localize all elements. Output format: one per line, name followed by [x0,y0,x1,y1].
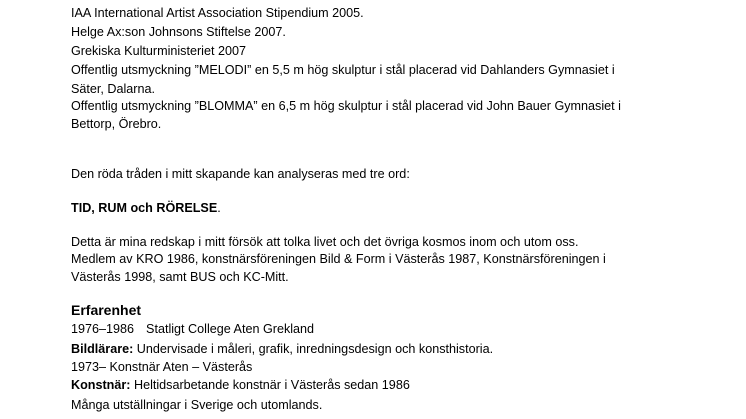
statement-keywords: TID, RUM och RÖRELSE [71,201,218,215]
experience-heading: Erfarenhet [71,302,142,318]
statement-keywords-line [71,200,221,216]
experience-line-3: 1973– Konstnär Aten – Västerås [71,360,253,374]
experience-years: 1976–1986 [71,322,135,336]
experience-line-5: Många utställningar i Sverige och utomlands. [71,398,323,412]
award-line-5: Säter, Dalarna. [71,82,156,96]
award-line-3: Grekiska Kulturministeriet 2007 [71,44,246,58]
experience-line-2 [71,341,493,357]
award-line-7: Bettorp, Örebro. [71,117,162,131]
experience-college: Statligt College Aten Grekland [146,322,315,336]
experience-line-1 [71,321,314,337]
konstnar-text: Heltidsarbetande konstnär i Västerås sedan 1986 [130,378,410,392]
bildlarare-text: Undervisade i måleri, grafik, inredningsdesign och konsthistoria. [133,342,494,356]
experience-line-4 [71,377,410,393]
konstnar-label: Konstnär: [71,378,131,392]
award-line-1: IAA International Artist Association Stipendium 2005. [71,6,364,20]
cut-off-line [71,0,75,4]
statement-line-1: Detta är mina redskap i mitt försök att tolka livet och det övriga kosmos inom och utom oss. [71,235,579,249]
statement-line-3: Västerås 1998, samt BUS och KC-Mitt. [71,270,289,284]
award-line-6: Offentlig utsmyckning ”BLOMMA” en 6,5 m hög skulptur i stål placerad vid John Bauer Gymnasiet i [71,99,621,113]
bildlarare-label: Bildlärare: [71,342,134,356]
award-line-2: Helge Ax:son Johnsons Stiftelse 2007. [71,25,286,39]
statement-line-2: Medlem av KRO 1986, konstnärsföreningen Bild & Form i Västerås 1987, Konstnärsföreningen i [71,252,606,266]
award-line-4: Offentlig utsmyckning ”MELODI” en 5,5 m hög skulptur i stål placerad vid Dahlanders Gymnasiet i [71,63,615,77]
statement-keywords-end: . [217,201,221,215]
statement-intro: Den röda tråden i mitt skapande kan analyseras med tre ord: [71,167,410,181]
